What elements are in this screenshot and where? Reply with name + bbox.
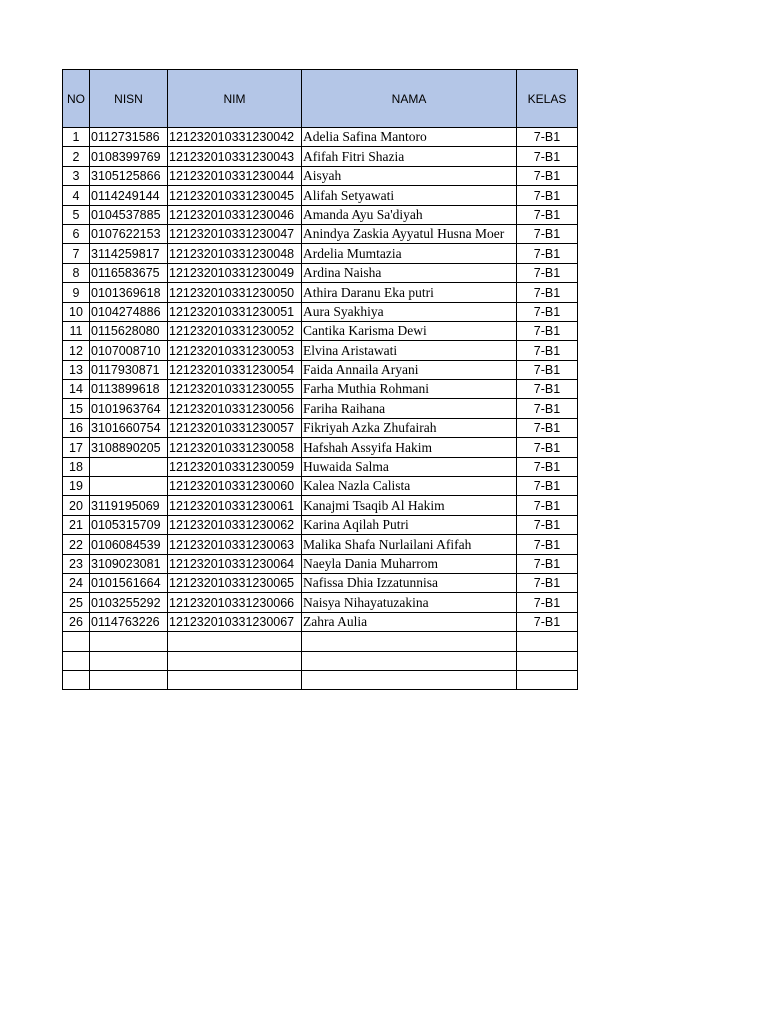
table-row xyxy=(63,205,578,224)
cell-nama: Karina Aqilah Putri xyxy=(302,515,517,534)
cell-nim: 121232010331230063 xyxy=(168,535,302,554)
cell-nim: 121232010331230048 xyxy=(168,244,302,263)
header-nim: NIM xyxy=(168,70,302,128)
cell-no: 4 xyxy=(63,186,90,205)
cell-no: 5 xyxy=(63,205,90,224)
cell-nama: Kalea Nazla Calista xyxy=(302,477,517,496)
cell-kelas: 7-B1 xyxy=(517,147,578,166)
cell-nim: 121232010331230060 xyxy=(168,477,302,496)
table-row xyxy=(63,573,578,592)
cell-no: 16 xyxy=(63,418,90,437)
cell-nisn: 0114249144 xyxy=(90,186,168,205)
header-nisn: NISN xyxy=(90,70,168,128)
cell-kelas: 7-B1 xyxy=(517,515,578,534)
cell-nisn: 3105125866 xyxy=(90,166,168,185)
cell-kelas: 7-B1 xyxy=(517,341,578,360)
table-row xyxy=(63,399,578,418)
cell-no: 11 xyxy=(63,321,90,340)
cell-kelas: 7-B1 xyxy=(517,573,578,592)
cell-nim: 121232010331230045 xyxy=(168,186,302,205)
cell-nisn: 3108890205 xyxy=(90,438,168,457)
cell-kelas: 7-B1 xyxy=(517,321,578,340)
cell-nisn: 0115628080 xyxy=(90,321,168,340)
cell-nim: 121232010331230065 xyxy=(168,573,302,592)
cell-nim: 121232010331230047 xyxy=(168,224,302,243)
cell-kelas: 7-B1 xyxy=(517,283,578,302)
table-row xyxy=(63,457,578,476)
table-row xyxy=(63,670,578,689)
cell-nim: 121232010331230058 xyxy=(168,438,302,457)
cell-no: 9 xyxy=(63,283,90,302)
cell-kelas: 7-B1 xyxy=(517,128,578,147)
cell-nim: 121232010331230044 xyxy=(168,166,302,185)
table-row xyxy=(63,186,578,205)
cell-nisn: 3114259817 xyxy=(90,244,168,263)
cell-no: 24 xyxy=(63,573,90,592)
cell-nama: Anindya Zaskia Ayyatul Husna Moer xyxy=(302,224,517,243)
table-row xyxy=(63,263,578,282)
cell-nama: Fariha Raihana xyxy=(302,399,517,418)
cell-nim: 121232010331230054 xyxy=(168,360,302,379)
cell-nim: 121232010331230066 xyxy=(168,593,302,612)
table-row xyxy=(63,224,578,243)
table-row xyxy=(63,651,578,670)
table-header xyxy=(63,70,578,128)
cell-no: 26 xyxy=(63,612,90,631)
cell-nisn: 0101963764 xyxy=(90,399,168,418)
cell-nama: Malika Shafa Nurlailani Afifah xyxy=(302,535,517,554)
cell-nim xyxy=(168,632,302,651)
cell-nama: Zahra Aulia xyxy=(302,612,517,631)
table-row xyxy=(63,380,578,399)
cell-no: 20 xyxy=(63,496,90,515)
cell-nim: 121232010331230061 xyxy=(168,496,302,515)
cell-nisn: 0104537885 xyxy=(90,205,168,224)
cell-nama: Aura Syakhiya xyxy=(302,302,517,321)
cell-nim: 121232010331230052 xyxy=(168,321,302,340)
cell-no: 22 xyxy=(63,535,90,554)
cell-nama: Hafshah Assyifa Hakim xyxy=(302,438,517,457)
cell-kelas: 7-B1 xyxy=(517,380,578,399)
cell-kelas: 7-B1 xyxy=(517,535,578,554)
cell-nim: 121232010331230062 xyxy=(168,515,302,534)
table-row xyxy=(63,341,578,360)
cell-nim: 121232010331230053 xyxy=(168,341,302,360)
cell-nisn: 3119195069 xyxy=(90,496,168,515)
cell-kelas: 7-B1 xyxy=(517,418,578,437)
cell-nisn: 3109023081 xyxy=(90,554,168,573)
cell-nama: Nafissa Dhia Izzatunnisa xyxy=(302,573,517,592)
cell-nisn: 0112731586 xyxy=(90,128,168,147)
cell-no: 6 xyxy=(63,224,90,243)
cell-nama: Athira Daranu Eka putri xyxy=(302,283,517,302)
table-row xyxy=(63,496,578,515)
cell-nim: 121232010331230046 xyxy=(168,205,302,224)
table-row xyxy=(63,438,578,457)
cell-kelas: 7-B1 xyxy=(517,205,578,224)
cell-nama: Alifah Setyawati xyxy=(302,186,517,205)
cell-no: 23 xyxy=(63,554,90,573)
cell-nama: Faida Annaila Aryani xyxy=(302,360,517,379)
cell-nim: 121232010331230056 xyxy=(168,399,302,418)
cell-nisn xyxy=(90,670,168,689)
student-table xyxy=(62,69,578,690)
cell-kelas: 7-B1 xyxy=(517,224,578,243)
cell-nisn: 0107622153 xyxy=(90,224,168,243)
cell-nisn: 0117930871 xyxy=(90,360,168,379)
cell-nisn: 0104274886 xyxy=(90,302,168,321)
cell-nama: Afifah Fitri Shazia xyxy=(302,147,517,166)
cell-nisn: 0113899618 xyxy=(90,380,168,399)
cell-no: 14 xyxy=(63,380,90,399)
cell-nama: Cantika Karisma Dewi xyxy=(302,321,517,340)
cell-no: 25 xyxy=(63,593,90,612)
table-row xyxy=(63,128,578,147)
table-row xyxy=(63,360,578,379)
cell-no: 1 xyxy=(63,128,90,147)
cell-no: 10 xyxy=(63,302,90,321)
table-row xyxy=(63,515,578,534)
cell-nisn: 0101369618 xyxy=(90,283,168,302)
cell-nama: Fikriyah Azka Zhufairah xyxy=(302,418,517,437)
table-row xyxy=(63,554,578,573)
cell-no xyxy=(63,632,90,651)
cell-nama: Elvina Aristawati xyxy=(302,341,517,360)
cell-kelas xyxy=(517,632,578,651)
cell-no: 8 xyxy=(63,263,90,282)
cell-nisn: 3101660754 xyxy=(90,418,168,437)
cell-nama xyxy=(302,632,517,651)
cell-no xyxy=(63,651,90,670)
table-row xyxy=(63,321,578,340)
cell-no: 2 xyxy=(63,147,90,166)
cell-kelas: 7-B1 xyxy=(517,477,578,496)
cell-nama: Ardina Naisha xyxy=(302,263,517,282)
cell-nisn: 0108399769 xyxy=(90,147,168,166)
cell-kelas: 7-B1 xyxy=(517,593,578,612)
cell-kelas: 7-B1 xyxy=(517,263,578,282)
cell-kelas: 7-B1 xyxy=(517,496,578,515)
cell-nisn xyxy=(90,457,168,476)
cell-no: 13 xyxy=(63,360,90,379)
table-row xyxy=(63,244,578,263)
cell-nisn: 0116583675 xyxy=(90,263,168,282)
cell-nisn: 0105315709 xyxy=(90,515,168,534)
header-kelas: KELAS xyxy=(517,70,578,128)
cell-no: 3 xyxy=(63,166,90,185)
cell-nim: 121232010331230057 xyxy=(168,418,302,437)
cell-nama: Naisya Nihayatuzakina xyxy=(302,593,517,612)
cell-nim: 121232010331230043 xyxy=(168,147,302,166)
header-row xyxy=(63,70,578,128)
cell-kelas xyxy=(517,651,578,670)
cell-nisn: 0101561664 xyxy=(90,573,168,592)
cell-nama xyxy=(302,670,517,689)
cell-nim: 121232010331230055 xyxy=(168,380,302,399)
cell-nisn: 0107008710 xyxy=(90,341,168,360)
table-row xyxy=(63,418,578,437)
cell-nisn: 0114763226 xyxy=(90,612,168,631)
table-row xyxy=(63,632,578,651)
cell-nama: Huwaida Salma xyxy=(302,457,517,476)
cell-no: 18 xyxy=(63,457,90,476)
table-row xyxy=(63,477,578,496)
table-body xyxy=(63,128,578,690)
cell-no: 12 xyxy=(63,341,90,360)
cell-nim: 121232010331230042 xyxy=(168,128,302,147)
cell-kelas: 7-B1 xyxy=(517,399,578,418)
cell-kelas: 7-B1 xyxy=(517,186,578,205)
cell-no xyxy=(63,670,90,689)
header-no: NO xyxy=(63,70,90,128)
cell-nisn xyxy=(90,477,168,496)
cell-nim: 121232010331230059 xyxy=(168,457,302,476)
cell-nama: Aisyah xyxy=(302,166,517,185)
cell-nama: Naeyla Dania Muharrom xyxy=(302,554,517,573)
cell-kelas: 7-B1 xyxy=(517,302,578,321)
cell-kelas: 7-B1 xyxy=(517,612,578,631)
cell-nim: 121232010331230050 xyxy=(168,283,302,302)
cell-kelas: 7-B1 xyxy=(517,244,578,263)
cell-no: 17 xyxy=(63,438,90,457)
cell-nim xyxy=(168,670,302,689)
cell-nama: Farha Muthia Rohmani xyxy=(302,380,517,399)
cell-kelas: 7-B1 xyxy=(517,554,578,573)
header-nama: NAMA xyxy=(302,70,517,128)
table-row xyxy=(63,147,578,166)
cell-kelas: 7-B1 xyxy=(517,438,578,457)
cell-nama: Ardelia Mumtazia xyxy=(302,244,517,263)
cell-nim: 121232010331230067 xyxy=(168,612,302,631)
table-row xyxy=(63,612,578,631)
cell-nisn: 0103255292 xyxy=(90,593,168,612)
cell-no: 21 xyxy=(63,515,90,534)
cell-nisn: 0106084539 xyxy=(90,535,168,554)
cell-nisn xyxy=(90,651,168,670)
cell-nama: Adelia Safina Mantoro xyxy=(302,128,517,147)
cell-kelas: 7-B1 xyxy=(517,457,578,476)
table-row xyxy=(63,283,578,302)
cell-kelas: 7-B1 xyxy=(517,360,578,379)
table-row xyxy=(63,166,578,185)
cell-nama: Kanajmi Tsaqib Al Hakim xyxy=(302,496,517,515)
cell-no: 15 xyxy=(63,399,90,418)
cell-kelas xyxy=(517,670,578,689)
cell-nim xyxy=(168,651,302,670)
cell-nisn xyxy=(90,632,168,651)
cell-nim: 121232010331230064 xyxy=(168,554,302,573)
cell-no: 7 xyxy=(63,244,90,263)
table-row xyxy=(63,302,578,321)
cell-no: 19 xyxy=(63,477,90,496)
cell-kelas: 7-B1 xyxy=(517,166,578,185)
table-row xyxy=(63,535,578,554)
cell-nim: 121232010331230051 xyxy=(168,302,302,321)
cell-nama: Amanda Ayu Sa'diyah xyxy=(302,205,517,224)
table-row xyxy=(63,593,578,612)
cell-nama xyxy=(302,651,517,670)
cell-nim: 121232010331230049 xyxy=(168,263,302,282)
